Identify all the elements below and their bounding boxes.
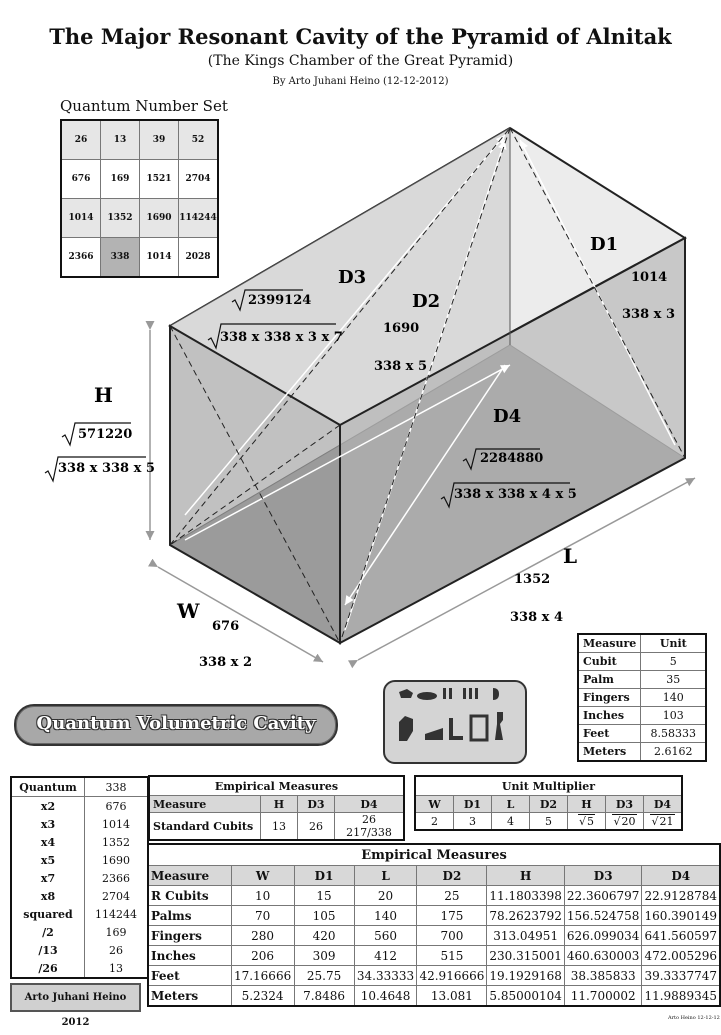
- cell: [606, 813, 644, 831]
- d1-label: D1: [590, 234, 619, 255]
- header-cell: D1: [454, 796, 492, 813]
- author-box: Arto Juhani Heino 2012: [10, 983, 141, 1012]
- grid-cell: 1352: [101, 199, 140, 238]
- cell: 5: [530, 813, 568, 831]
- multiplier: x3: [11, 815, 85, 833]
- header-cell: L: [492, 796, 530, 813]
- result: 2366: [85, 869, 149, 887]
- h-expression: 338 x 338 x 5: [58, 461, 155, 476]
- header-cell: D2: [417, 866, 487, 886]
- empirical-measures-small-table: [148, 775, 405, 841]
- d2-expression: 338 x 5: [374, 359, 427, 374]
- w-label: W: [177, 599, 200, 623]
- cell: 39.3337747: [642, 966, 720, 986]
- cell: 420: [294, 926, 354, 946]
- table-row: [11, 869, 148, 887]
- table-row: [578, 689, 706, 707]
- cell: 230.315001: [487, 946, 565, 966]
- table-row: [415, 813, 682, 831]
- measure-unit: 5: [641, 653, 707, 671]
- table-row: [578, 671, 706, 689]
- row-label: Fingers: [148, 926, 231, 946]
- l-expression: 338 x 4: [510, 610, 563, 625]
- multiplier: x2: [11, 797, 85, 816]
- d3-expression: 338 x 338 x 3 x 7: [220, 330, 343, 345]
- cell: 11.9889345: [642, 986, 720, 1007]
- header-cell: H: [487, 866, 565, 886]
- cell: 515: [417, 946, 487, 966]
- grid-cell: 114244: [179, 199, 219, 238]
- cell: 160.390149: [642, 906, 720, 926]
- result: 114244: [85, 905, 149, 923]
- header-cell: W: [415, 796, 454, 813]
- cell: 70: [231, 906, 294, 926]
- header-cell: D4: [335, 796, 405, 813]
- table-caption: Unit Multiplier: [415, 776, 682, 796]
- root-value: √ 20: [612, 814, 636, 828]
- cell: 4: [492, 813, 530, 831]
- result: 676: [85, 797, 149, 816]
- d3-label: D3: [338, 267, 367, 288]
- header-cell: H: [568, 796, 606, 813]
- table-caption: Empirical Measures: [148, 844, 720, 866]
- header-cell: Measure: [149, 796, 261, 813]
- cell: 34.33333: [354, 966, 417, 986]
- cell: 19.1929168: [487, 966, 565, 986]
- cell: 26 217/338: [335, 813, 405, 841]
- multiplier: squared: [11, 905, 85, 923]
- measure-unit: 2.6162: [641, 743, 707, 762]
- page-subtitle: (The Kings Chamber of the Great Pyramid): [207, 53, 514, 69]
- result: 169: [85, 923, 149, 941]
- row-label: Meters: [148, 986, 231, 1007]
- cell: 626.099034: [564, 926, 642, 946]
- table-row: [11, 797, 148, 816]
- grid-cell: 676: [61, 160, 101, 199]
- row-label: R Cubits: [148, 886, 231, 906]
- cell: 206: [231, 946, 294, 966]
- root-value: √ 5: [578, 814, 595, 828]
- table-row: [148, 926, 720, 946]
- cell: 560: [354, 926, 417, 946]
- multiplier: /13: [11, 941, 85, 959]
- multiplier: x8: [11, 887, 85, 905]
- table-row: [11, 905, 148, 923]
- cell: 22.9128784: [642, 886, 720, 906]
- cell: 38.385833: [564, 966, 642, 986]
- header-cell: L: [354, 866, 417, 886]
- measure-name: Meters: [578, 743, 641, 762]
- table-row: [148, 886, 720, 906]
- cell: 25.75: [294, 966, 354, 986]
- page-title: The Major Resonant Cavity of the Pyramid of Alnitak: [49, 24, 672, 49]
- table-row: [148, 906, 720, 926]
- d1-value: 1014: [631, 270, 668, 285]
- table-row: [148, 986, 720, 1007]
- cell: 11.700002: [564, 986, 642, 1007]
- table-row: [11, 887, 148, 905]
- table-row: [11, 851, 148, 869]
- grid-cell: 26: [61, 120, 101, 160]
- row-label: Standard Cubits: [149, 813, 261, 841]
- table-row: [149, 813, 404, 841]
- table-header: [149, 796, 404, 813]
- cell: 156.524758: [564, 906, 642, 926]
- l-value: 1352: [514, 572, 551, 587]
- multiplier: x7: [11, 869, 85, 887]
- cell: 11.1803398: [487, 886, 565, 906]
- d3-root: 2399124: [248, 293, 312, 308]
- row-label: Inches: [148, 946, 231, 966]
- measure-unit-table: [577, 633, 707, 762]
- table-caption-row: [415, 776, 682, 796]
- cell: 309: [294, 946, 354, 966]
- measure-name: Palm: [578, 671, 641, 689]
- cell: 175: [417, 906, 487, 926]
- table-caption-row: [148, 844, 720, 866]
- result: 1014: [85, 815, 149, 833]
- result: 26: [85, 941, 149, 959]
- cell: 3: [454, 813, 492, 831]
- grid-cell: 2028: [179, 238, 219, 278]
- table-header: [578, 634, 706, 653]
- d4-expression: 338 x 338 x 4 x 5: [454, 487, 577, 502]
- cell: 140: [354, 906, 417, 926]
- measure-name: Feet: [578, 725, 641, 743]
- table-row: [148, 966, 720, 986]
- header-cell: D3: [606, 796, 644, 813]
- multiplier: /26: [11, 959, 85, 978]
- cell: 25: [417, 886, 487, 906]
- d2-label: D2: [412, 291, 441, 312]
- d4-label: D4: [493, 406, 522, 427]
- grid-cell: 1690: [140, 199, 179, 238]
- unit-multiplier-table: [414, 775, 683, 831]
- grid-cell: 1014: [140, 238, 179, 278]
- cell: 313.04951: [487, 926, 565, 946]
- quantum-multiples-table: [10, 776, 149, 979]
- table-row: [11, 833, 148, 851]
- byline: By Arto Juhani Heino (12-12-2012): [272, 76, 449, 87]
- grid-cell: 13: [101, 120, 140, 160]
- result: 2704: [85, 887, 149, 905]
- quantum-set-label: Quantum Number Set: [60, 97, 228, 115]
- cell: [644, 813, 683, 831]
- header-cell: D3: [564, 866, 642, 886]
- header-cell: D4: [642, 866, 720, 886]
- cell: 5.85000104: [487, 986, 565, 1007]
- cell: 641.560597: [642, 926, 720, 946]
- header-cell: Unit: [641, 634, 707, 653]
- header-cell: Measure: [148, 866, 231, 886]
- table-row: [578, 725, 706, 743]
- measure-name: Cubit: [578, 653, 641, 671]
- grid-cell: 2366: [61, 238, 101, 278]
- cell: [568, 813, 606, 831]
- table-caption-row: [149, 776, 404, 796]
- cell: 2: [415, 813, 454, 831]
- table-row: [578, 653, 706, 671]
- w-expression: 338 x 2: [199, 655, 252, 670]
- multiplier: x4: [11, 833, 85, 851]
- cell: 20: [354, 886, 417, 906]
- table-row: [578, 743, 706, 762]
- table-row: [578, 707, 706, 725]
- cell: 26: [298, 813, 335, 841]
- header-cell: Quantum: [11, 777, 85, 797]
- table-row: [11, 941, 148, 959]
- cell: 13: [261, 813, 298, 841]
- measure-name: Fingers: [578, 689, 641, 707]
- h-label: H: [94, 383, 113, 407]
- hieroglyph-cartouche: [383, 680, 527, 764]
- d4-root: 2284880: [480, 451, 544, 466]
- quantum-volumetric-cavity-banner: Quantum Volumetric Cavity: [14, 704, 338, 746]
- h-root: 571220: [78, 427, 133, 442]
- grid-cell: 52: [179, 120, 219, 160]
- cell: 700: [417, 926, 487, 946]
- table-row: [11, 815, 148, 833]
- grid-cell: 1521: [140, 160, 179, 199]
- multiplier: x5: [11, 851, 85, 869]
- grid-cell: 1014: [61, 199, 101, 238]
- w-value: 676: [212, 619, 240, 634]
- table-row: [148, 946, 720, 966]
- table-row: [11, 923, 148, 941]
- table-row: [11, 959, 148, 978]
- cell: 460.630003: [564, 946, 642, 966]
- d2-value: 1690: [383, 321, 420, 336]
- hieroglyphs-icon: [385, 682, 525, 762]
- cell: 105: [294, 906, 354, 926]
- result: 13: [85, 959, 149, 978]
- header-cell: Measure: [578, 634, 641, 653]
- row-label: Palms: [148, 906, 231, 926]
- cell: 10.4648: [354, 986, 417, 1007]
- empirical-measures-table: [147, 843, 721, 1007]
- header-cell: D3: [298, 796, 335, 813]
- footer-credit: Arto Heino 12-12-12: [668, 1015, 720, 1021]
- grid-cell: 39: [140, 120, 179, 160]
- measure-unit: 103: [641, 707, 707, 725]
- cell: 280: [231, 926, 294, 946]
- l-label: L: [563, 544, 578, 568]
- cell: 472.005296: [642, 946, 720, 966]
- header-cell: D2: [530, 796, 568, 813]
- result: 1690: [85, 851, 149, 869]
- header-cell: D1: [294, 866, 354, 886]
- cell: 7.8486: [294, 986, 354, 1007]
- cell: 13.081: [417, 986, 487, 1007]
- root-value: √ 21: [650, 814, 674, 828]
- header-cell: W: [231, 866, 294, 886]
- cell: 10: [231, 886, 294, 906]
- multiplier: /2: [11, 923, 85, 941]
- cell: 412: [354, 946, 417, 966]
- measure-unit: 8.58333: [641, 725, 707, 743]
- cell: 5.2324: [231, 986, 294, 1007]
- grid-cell: 2704: [179, 160, 219, 199]
- d1-expression: 338 x 3: [622, 307, 675, 322]
- row-label: Feet: [148, 966, 231, 986]
- header-cell: D4: [644, 796, 683, 813]
- cell: 17.16666: [231, 966, 294, 986]
- grid-cell: 169: [101, 160, 140, 199]
- header-cell: 338: [85, 777, 149, 797]
- measure-unit: 35: [641, 671, 707, 689]
- table-header: [11, 777, 148, 797]
- cell: 42.916666: [417, 966, 487, 986]
- result: 1352: [85, 833, 149, 851]
- header-cell: H: [261, 796, 298, 813]
- cell: 78.2623792: [487, 906, 565, 926]
- measure-unit: 140: [641, 689, 707, 707]
- measure-name: Inches: [578, 707, 641, 725]
- grid-cell-highlight: 338: [101, 238, 140, 278]
- cell: 22.3606797: [564, 886, 642, 906]
- table-header: [415, 796, 682, 813]
- table-caption: Empirical Measures: [149, 776, 404, 796]
- cell: 15: [294, 886, 354, 906]
- table-header: [148, 866, 720, 886]
